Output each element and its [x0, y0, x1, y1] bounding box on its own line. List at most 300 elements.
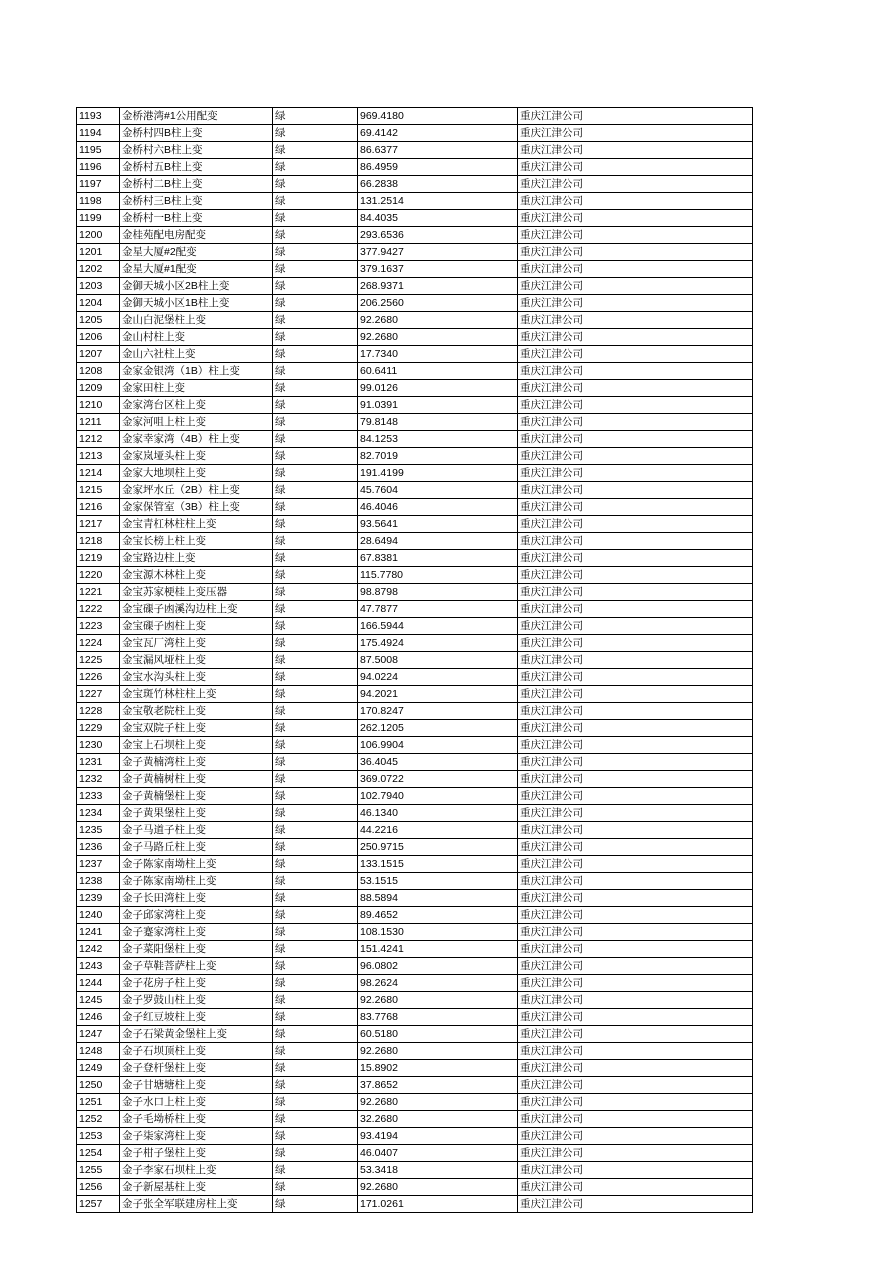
cell-id: 1246 — [77, 1009, 120, 1026]
cell-value: 92.2680 — [358, 329, 518, 346]
cell-value: 98.8798 — [358, 584, 518, 601]
cell-org: 重庆江津公司 — [518, 788, 753, 805]
cell-name: 金子石梁黄金堡柱上变 — [120, 1026, 273, 1043]
cell-org: 重庆江津公司 — [518, 329, 753, 346]
cell-name: 金桥村六B柱上变 — [120, 142, 273, 159]
cell-value: 45.7604 — [358, 482, 518, 499]
cell-name: 金家岚垭头柱上变 — [120, 448, 273, 465]
table-row — [77, 924, 753, 941]
cell-org: 重庆江津公司 — [518, 1043, 753, 1060]
table-row — [77, 142, 753, 159]
cell-value: 151.4241 — [358, 941, 518, 958]
cell-value: 106.9904 — [358, 737, 518, 754]
table-row — [77, 295, 753, 312]
cell-name: 金子长田湾柱上变 — [120, 890, 273, 907]
cell-org: 重庆江津公司 — [518, 652, 753, 669]
cell-org: 重庆江津公司 — [518, 1128, 753, 1145]
cell-value: 99.0126 — [358, 380, 518, 397]
cell-org: 重庆江津公司 — [518, 108, 753, 125]
cell-color: 绿 — [273, 329, 358, 346]
cell-name: 金御天城小区2B柱上变 — [120, 278, 273, 295]
cell-name: 金宝水沟头柱上变 — [120, 669, 273, 686]
cell-value: 206.2560 — [358, 295, 518, 312]
table-row — [77, 669, 753, 686]
cell-name: 金宝瓦厂湾柱上变 — [120, 635, 273, 652]
cell-id: 1194 — [77, 125, 120, 142]
cell-name: 金家田柱上变 — [120, 380, 273, 397]
cell-value: 96.0802 — [358, 958, 518, 975]
table-row — [77, 108, 753, 125]
table-row — [77, 159, 753, 176]
cell-id: 1231 — [77, 754, 120, 771]
cell-id: 1209 — [77, 380, 120, 397]
cell-id: 1223 — [77, 618, 120, 635]
cell-value: 87.5008 — [358, 652, 518, 669]
cell-org: 重庆江津公司 — [518, 907, 753, 924]
cell-id: 1212 — [77, 431, 120, 448]
cell-org: 重庆江津公司 — [518, 771, 753, 788]
cell-value: 60.5180 — [358, 1026, 518, 1043]
cell-id: 1224 — [77, 635, 120, 652]
cell-color: 绿 — [273, 822, 358, 839]
cell-value: 133.1515 — [358, 856, 518, 873]
cell-value: 108.1530 — [358, 924, 518, 941]
cell-value: 69.4142 — [358, 125, 518, 142]
table-row — [77, 737, 753, 754]
cell-value: 94.2021 — [358, 686, 518, 703]
cell-color: 绿 — [273, 414, 358, 431]
table-row — [77, 1077, 753, 1094]
cell-color: 绿 — [273, 1077, 358, 1094]
cell-color: 绿 — [273, 788, 358, 805]
table-row — [77, 584, 753, 601]
cell-name: 金子邱家湾柱上变 — [120, 907, 273, 924]
cell-id: 1204 — [77, 295, 120, 312]
table-row — [77, 414, 753, 431]
cell-id: 1201 — [77, 244, 120, 261]
cell-value: 166.5944 — [358, 618, 518, 635]
table-row — [77, 958, 753, 975]
cell-color: 绿 — [273, 1196, 358, 1213]
cell-value: 250.9715 — [358, 839, 518, 856]
cell-id: 1230 — [77, 737, 120, 754]
cell-value: 369.0722 — [358, 771, 518, 788]
cell-name: 金宝磲子凼溪沟边柱上变 — [120, 601, 273, 618]
cell-name: 金宝双院子柱上变 — [120, 720, 273, 737]
cell-name: 金山白泥堡柱上变 — [120, 312, 273, 329]
cell-name: 金家大地坝柱上变 — [120, 465, 273, 482]
cell-id: 1216 — [77, 499, 120, 516]
data-sheet — [76, 107, 727, 1213]
cell-color: 绿 — [273, 703, 358, 720]
table-row — [77, 1145, 753, 1162]
cell-name: 金宝漏风垭柱上变 — [120, 652, 273, 669]
cell-color: 绿 — [273, 941, 358, 958]
table-row — [77, 550, 753, 567]
cell-org: 重庆江津公司 — [518, 635, 753, 652]
cell-org: 重庆江津公司 — [518, 890, 753, 907]
cell-color: 绿 — [273, 652, 358, 669]
cell-value: 92.2680 — [358, 1179, 518, 1196]
table-row — [77, 1162, 753, 1179]
cell-org: 重庆江津公司 — [518, 1009, 753, 1026]
cell-name: 金桥村四B柱上变 — [120, 125, 273, 142]
cell-value: 86.6377 — [358, 142, 518, 159]
cell-name: 金御天城小区1B柱上变 — [120, 295, 273, 312]
cell-value: 102.7940 — [358, 788, 518, 805]
cell-value: 28.6494 — [358, 533, 518, 550]
cell-id: 1221 — [77, 584, 120, 601]
cell-org: 重庆江津公司 — [518, 720, 753, 737]
table-row — [77, 533, 753, 550]
cell-org: 重庆江津公司 — [518, 125, 753, 142]
cell-value: 17.7340 — [358, 346, 518, 363]
cell-value: 293.6536 — [358, 227, 518, 244]
cell-name: 金子红豆坡柱上变 — [120, 1009, 273, 1026]
cell-org: 重庆江津公司 — [518, 431, 753, 448]
cell-id: 1193 — [77, 108, 120, 125]
cell-color: 绿 — [273, 1060, 358, 1077]
cell-org: 重庆江津公司 — [518, 1179, 753, 1196]
table-row — [77, 363, 753, 380]
cell-value: 93.5641 — [358, 516, 518, 533]
cell-name: 金山六社柱上变 — [120, 346, 273, 363]
cell-color: 绿 — [273, 533, 358, 550]
cell-org: 重庆江津公司 — [518, 992, 753, 1009]
table-row — [77, 329, 753, 346]
cell-org: 重庆江津公司 — [518, 261, 753, 278]
cell-name: 金桥港湾#1公用配变 — [120, 108, 273, 125]
cell-id: 1251 — [77, 1094, 120, 1111]
cell-color: 绿 — [273, 1094, 358, 1111]
cell-color: 绿 — [273, 108, 358, 125]
table-row — [77, 431, 753, 448]
cell-name: 金山村柱上变 — [120, 329, 273, 346]
cell-id: 1255 — [77, 1162, 120, 1179]
cell-value: 89.4652 — [358, 907, 518, 924]
cell-value: 15.8902 — [358, 1060, 518, 1077]
cell-color: 绿 — [273, 856, 358, 873]
cell-name: 金星大厦#1配变 — [120, 261, 273, 278]
cell-color: 绿 — [273, 176, 358, 193]
cell-value: 379.1637 — [358, 261, 518, 278]
table-row — [77, 788, 753, 805]
table-row — [77, 771, 753, 788]
cell-name: 金子黄楠堡柱上变 — [120, 788, 273, 805]
cell-value: 170.8247 — [358, 703, 518, 720]
cell-id: 1241 — [77, 924, 120, 941]
cell-name: 金宝敬老院柱上变 — [120, 703, 273, 720]
cell-id: 1197 — [77, 176, 120, 193]
cell-id: 1206 — [77, 329, 120, 346]
cell-org: 重庆江津公司 — [518, 1026, 753, 1043]
table-row — [77, 312, 753, 329]
cell-color: 绿 — [273, 686, 358, 703]
cell-id: 1242 — [77, 941, 120, 958]
cell-org: 重庆江津公司 — [518, 1145, 753, 1162]
cell-color: 绿 — [273, 805, 358, 822]
cell-name: 金子柒家湾柱上变 — [120, 1128, 273, 1145]
cell-org: 重庆江津公司 — [518, 567, 753, 584]
cell-color: 绿 — [273, 448, 358, 465]
cell-color: 绿 — [273, 142, 358, 159]
cell-name: 金子马道子柱上变 — [120, 822, 273, 839]
cell-org: 重庆江津公司 — [518, 380, 753, 397]
cell-org: 重庆江津公司 — [518, 397, 753, 414]
table-row — [77, 278, 753, 295]
cell-org: 重庆江津公司 — [518, 295, 753, 312]
cell-color: 绿 — [273, 516, 358, 533]
table-row — [77, 992, 753, 1009]
cell-color: 绿 — [273, 992, 358, 1009]
cell-name: 金子甘塘塘柱上变 — [120, 1077, 273, 1094]
cell-id: 1245 — [77, 992, 120, 1009]
cell-value: 93.4194 — [358, 1128, 518, 1145]
cell-value: 91.0391 — [358, 397, 518, 414]
cell-id: 1219 — [77, 550, 120, 567]
cell-value: 32.2680 — [358, 1111, 518, 1128]
cell-value: 171.0261 — [358, 1196, 518, 1213]
cell-org: 重庆江津公司 — [518, 1162, 753, 1179]
cell-name: 金子毛坳桥柱上变 — [120, 1111, 273, 1128]
cell-value: 66.2838 — [358, 176, 518, 193]
cell-id: 1236 — [77, 839, 120, 856]
cell-value: 115.7780 — [358, 567, 518, 584]
table-row — [77, 601, 753, 618]
table-row — [77, 193, 753, 210]
cell-color: 绿 — [273, 227, 358, 244]
cell-color: 绿 — [273, 839, 358, 856]
table-row — [77, 856, 753, 873]
cell-color: 绿 — [273, 1179, 358, 1196]
table-row — [77, 1026, 753, 1043]
cell-org: 重庆江津公司 — [518, 193, 753, 210]
cell-org: 重庆江津公司 — [518, 482, 753, 499]
cell-value: 92.2680 — [358, 312, 518, 329]
cell-color: 绿 — [273, 924, 358, 941]
table-row — [77, 1043, 753, 1060]
cell-name: 金子马路丘柱上变 — [120, 839, 273, 856]
cell-id: 1215 — [77, 482, 120, 499]
cell-name: 金子花房子柱上变 — [120, 975, 273, 992]
cell-id: 1244 — [77, 975, 120, 992]
cell-name: 金子石坝顶柱上变 — [120, 1043, 273, 1060]
cell-id: 1252 — [77, 1111, 120, 1128]
table-row — [77, 805, 753, 822]
cell-id: 1237 — [77, 856, 120, 873]
table-row — [77, 635, 753, 652]
cell-name: 金子陈家南坳柱上变 — [120, 856, 273, 873]
cell-org: 重庆江津公司 — [518, 584, 753, 601]
table-row — [77, 720, 753, 737]
cell-id: 1243 — [77, 958, 120, 975]
cell-id: 1250 — [77, 1077, 120, 1094]
cell-name: 金子菜阳堡柱上变 — [120, 941, 273, 958]
cell-name: 金宝斑竹林柱柱上变 — [120, 686, 273, 703]
cell-org: 重庆江津公司 — [518, 822, 753, 839]
cell-org: 重庆江津公司 — [518, 227, 753, 244]
cell-value: 88.5894 — [358, 890, 518, 907]
cell-id: 1226 — [77, 669, 120, 686]
cell-color: 绿 — [273, 465, 358, 482]
table-row — [77, 1179, 753, 1196]
cell-org: 重庆江津公司 — [518, 244, 753, 261]
cell-id: 1200 — [77, 227, 120, 244]
cell-id: 1222 — [77, 601, 120, 618]
cell-org: 重庆江津公司 — [518, 618, 753, 635]
cell-id: 1229 — [77, 720, 120, 737]
table-row — [77, 516, 753, 533]
cell-value: 92.2680 — [358, 992, 518, 1009]
cell-value: 175.4924 — [358, 635, 518, 652]
cell-color: 绿 — [273, 210, 358, 227]
cell-value: 53.1515 — [358, 873, 518, 890]
cell-color: 绿 — [273, 958, 358, 975]
cell-name: 金子张全军联建房柱上变 — [120, 1196, 273, 1213]
cell-org: 重庆江津公司 — [518, 839, 753, 856]
table-row — [77, 890, 753, 907]
cell-org: 重庆江津公司 — [518, 499, 753, 516]
cell-id: 1207 — [77, 346, 120, 363]
cell-name: 金桥村一B柱上变 — [120, 210, 273, 227]
cell-name: 金桥村三B柱上变 — [120, 193, 273, 210]
cell-org: 重庆江津公司 — [518, 686, 753, 703]
cell-name: 金桂苑配电房配变 — [120, 227, 273, 244]
cell-id: 1227 — [77, 686, 120, 703]
cell-value: 377.9427 — [358, 244, 518, 261]
cell-org: 重庆江津公司 — [518, 448, 753, 465]
cell-color: 绿 — [273, 346, 358, 363]
cell-org: 重庆江津公司 — [518, 601, 753, 618]
cell-name: 金桥村二B柱上变 — [120, 176, 273, 193]
cell-id: 1253 — [77, 1128, 120, 1145]
table-row — [77, 1094, 753, 1111]
cell-color: 绿 — [273, 482, 358, 499]
cell-value: 86.4959 — [358, 159, 518, 176]
cell-color: 绿 — [273, 720, 358, 737]
cell-value: 131.2514 — [358, 193, 518, 210]
table-row — [77, 380, 753, 397]
cell-id: 1195 — [77, 142, 120, 159]
cell-color: 绿 — [273, 567, 358, 584]
cell-color: 绿 — [273, 431, 358, 448]
table-row — [77, 618, 753, 635]
cell-id: 1220 — [77, 567, 120, 584]
cell-org: 重庆江津公司 — [518, 1077, 753, 1094]
cell-id: 1240 — [77, 907, 120, 924]
cell-color: 绿 — [273, 890, 358, 907]
cell-id: 1208 — [77, 363, 120, 380]
cell-value: 46.1340 — [358, 805, 518, 822]
cell-id: 1199 — [77, 210, 120, 227]
cell-org: 重庆江津公司 — [518, 278, 753, 295]
cell-color: 绿 — [273, 312, 358, 329]
cell-color: 绿 — [273, 635, 358, 652]
cell-color: 绿 — [273, 397, 358, 414]
table-row — [77, 1128, 753, 1145]
table-row — [77, 244, 753, 261]
cell-org: 重庆江津公司 — [518, 924, 753, 941]
cell-name: 金子黄楠湾柱上变 — [120, 754, 273, 771]
cell-color: 绿 — [273, 261, 358, 278]
cell-org: 重庆江津公司 — [518, 703, 753, 720]
cell-id: 1213 — [77, 448, 120, 465]
cell-name: 金宝路边柱上变 — [120, 550, 273, 567]
cell-value: 92.2680 — [358, 1094, 518, 1111]
cell-value: 92.2680 — [358, 1043, 518, 1060]
cell-name: 金宝青杠林柱柱上变 — [120, 516, 273, 533]
cell-name: 金桥村五B柱上变 — [120, 159, 273, 176]
cell-id: 1203 — [77, 278, 120, 295]
cell-name: 金子黄楠树柱上变 — [120, 771, 273, 788]
cell-id: 1257 — [77, 1196, 120, 1213]
cell-id: 1239 — [77, 890, 120, 907]
cell-value: 67.8381 — [358, 550, 518, 567]
cell-color: 绿 — [273, 771, 358, 788]
cell-org: 重庆江津公司 — [518, 737, 753, 754]
cell-org: 重庆江津公司 — [518, 159, 753, 176]
cell-name: 金子草鞋菩萨柱上变 — [120, 958, 273, 975]
cell-id: 1233 — [77, 788, 120, 805]
cell-org: 重庆江津公司 — [518, 346, 753, 363]
cell-color: 绿 — [273, 550, 358, 567]
cell-color: 绿 — [273, 618, 358, 635]
cell-org: 重庆江津公司 — [518, 516, 753, 533]
table-row — [77, 346, 753, 363]
cell-org: 重庆江津公司 — [518, 142, 753, 159]
cell-id: 1210 — [77, 397, 120, 414]
cell-id: 1247 — [77, 1026, 120, 1043]
cell-name: 金子新屋基柱上变 — [120, 1179, 273, 1196]
cell-id: 1248 — [77, 1043, 120, 1060]
cell-color: 绿 — [273, 1043, 358, 1060]
cell-color: 绿 — [273, 244, 358, 261]
table-row — [77, 1111, 753, 1128]
cell-name: 金家保管室（3B）柱上变 — [120, 499, 273, 516]
cell-name: 金家湾台区柱上变 — [120, 397, 273, 414]
cell-org: 重庆江津公司 — [518, 363, 753, 380]
cell-color: 绿 — [273, 669, 358, 686]
cell-org: 重庆江津公司 — [518, 975, 753, 992]
cell-value: 83.7768 — [358, 1009, 518, 1026]
cell-color: 绿 — [273, 295, 358, 312]
cell-value: 84.4035 — [358, 210, 518, 227]
cell-org: 重庆江津公司 — [518, 805, 753, 822]
table-row — [77, 822, 753, 839]
table-row — [77, 567, 753, 584]
table-row — [77, 499, 753, 516]
cell-name: 金宝上石坝柱上变 — [120, 737, 273, 754]
cell-name: 金家河咀上柱上变 — [120, 414, 273, 431]
table-row — [77, 176, 753, 193]
table-row — [77, 482, 753, 499]
cell-org: 重庆江津公司 — [518, 1060, 753, 1077]
cell-value: 82.7019 — [358, 448, 518, 465]
cell-org: 重庆江津公司 — [518, 856, 753, 873]
cell-org: 重庆江津公司 — [518, 958, 753, 975]
cell-name: 金宝源木林柱上变 — [120, 567, 273, 584]
cell-org: 重庆江津公司 — [518, 533, 753, 550]
cell-color: 绿 — [273, 125, 358, 142]
cell-value: 84.1253 — [358, 431, 518, 448]
cell-color: 绿 — [273, 873, 358, 890]
cell-org: 重庆江津公司 — [518, 176, 753, 193]
cell-org: 重庆江津公司 — [518, 754, 753, 771]
cell-id: 1234 — [77, 805, 120, 822]
cell-value: 46.0407 — [358, 1145, 518, 1162]
cell-org: 重庆江津公司 — [518, 414, 753, 431]
cell-id: 1211 — [77, 414, 120, 431]
